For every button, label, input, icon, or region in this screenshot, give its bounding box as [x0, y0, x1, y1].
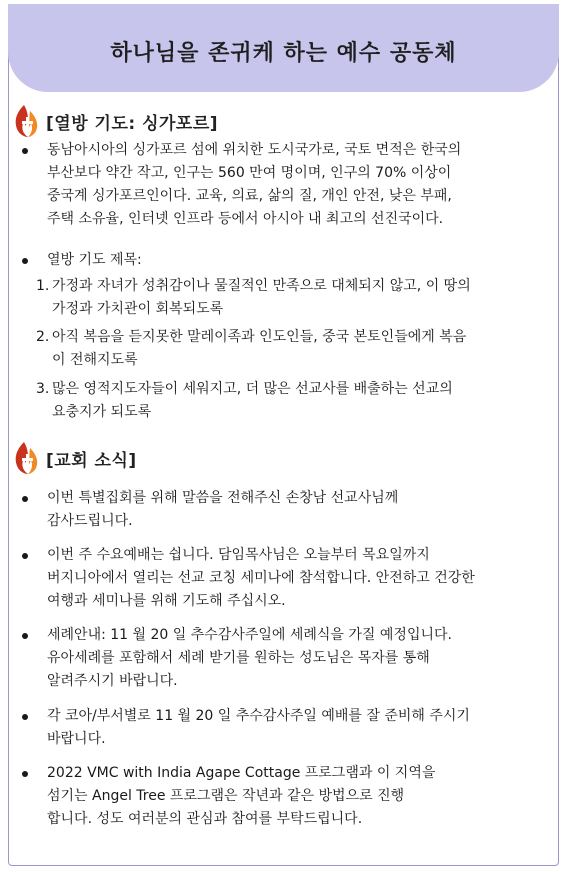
prayer-section-heading	[12, 103, 218, 139]
line: 아직 복음을 듣지못한 말레이족과 인도인들, 중국 본토인들에게 복음	[52, 329, 467, 345]
line: 동남아시아의 싱가포르 섬에 위치한 도시국가로, 국토 면적은 한국의	[47, 142, 462, 158]
topic-number: 2.	[36, 329, 50, 345]
line: 버지니아에서 열리는 선교 코칭 세미나에 참석합니다. 안전하고 건강한	[47, 570, 475, 586]
line: 2022 VMC with India Agape Cottage 프로그램과 이 지역을	[47, 765, 436, 781]
flame-cross-icon	[12, 440, 42, 476]
bullet-dot	[22, 633, 28, 639]
line: 각 코아/부서별로 11 월 20 일 추수감사주일 예배를 잘 준비해 주시기	[47, 708, 470, 724]
line: 섬기는 Angel Tree 프로그램은 작년과 같은 방법으로 진행	[47, 788, 405, 804]
bullet-dot	[22, 553, 28, 559]
bullet-dot	[22, 148, 28, 154]
bullet-dot	[22, 496, 28, 502]
line: 이번 특별집회를 위해 말씀을 전해주신 손창남 선교사님께	[47, 490, 399, 506]
topic-number: 1.	[36, 278, 50, 294]
line: 주택 소유율, 인터넷 인프라 등에서 아시아 내 최고의 선진국이다.	[47, 211, 444, 227]
news-heading: [교회 소식]	[46, 450, 137, 471]
line: 요충지가 되도록	[52, 404, 152, 420]
bullet-dot	[22, 258, 28, 264]
prayer-heading: [열방 기도: 싱가포르]	[46, 113, 219, 134]
line: 이 전해지도록	[52, 352, 138, 368]
bullet-dot	[22, 771, 28, 777]
topic-number: 3.	[36, 381, 50, 397]
line: 합니다. 성도 여러분의 관심과 참여를 부탁드립니다.	[47, 811, 363, 827]
line: 감사드립니다.	[47, 513, 133, 529]
line: 중국계 싱가포르인이다. 교육, 의료, 삶의 질, 개인 안전, 낮은 부패,	[47, 188, 452, 204]
line: 이번 주 수요예배는 쉽니다. 담임목사님은 오늘부터 목요일까지	[47, 547, 430, 563]
title-banner	[8, 4, 559, 92]
flame-cross-icon	[12, 103, 42, 139]
news-section-heading	[12, 440, 137, 476]
banner-title: 하나님을 존귀케 하는 예수 공동체	[110, 41, 457, 66]
line: 많은 영적지도자들이 세워지고, 더 많은 선교사를 배출하는 선교의	[52, 381, 453, 397]
line: 바랍니다.	[47, 731, 106, 747]
line: 부산보다 약간 작고, 인구는 560 만여 명이며, 인구의 70% 이상이	[47, 165, 452, 181]
line: 여행과 세미나를 위해 기도해 주십시오.	[47, 593, 286, 609]
line: 가정과 자녀가 성취감이나 물질적인 만족으로 대체되지 않고, 이 땅의	[52, 278, 471, 294]
bullet-dot	[22, 714, 28, 720]
topics-label: 열방 기도 제목:	[47, 252, 142, 268]
line: 세례안내: 11 월 20 일 추수감사주일에 세례식을 가질 예정입니다.	[47, 627, 452, 643]
line: 가정과 가치관이 회복되도록	[52, 301, 224, 317]
line: 알려주시기 바랍니다.	[47, 673, 178, 689]
line: 유아세례를 포함해서 세례 받기를 원하는 성도님은 목자를 통해	[47, 650, 430, 666]
